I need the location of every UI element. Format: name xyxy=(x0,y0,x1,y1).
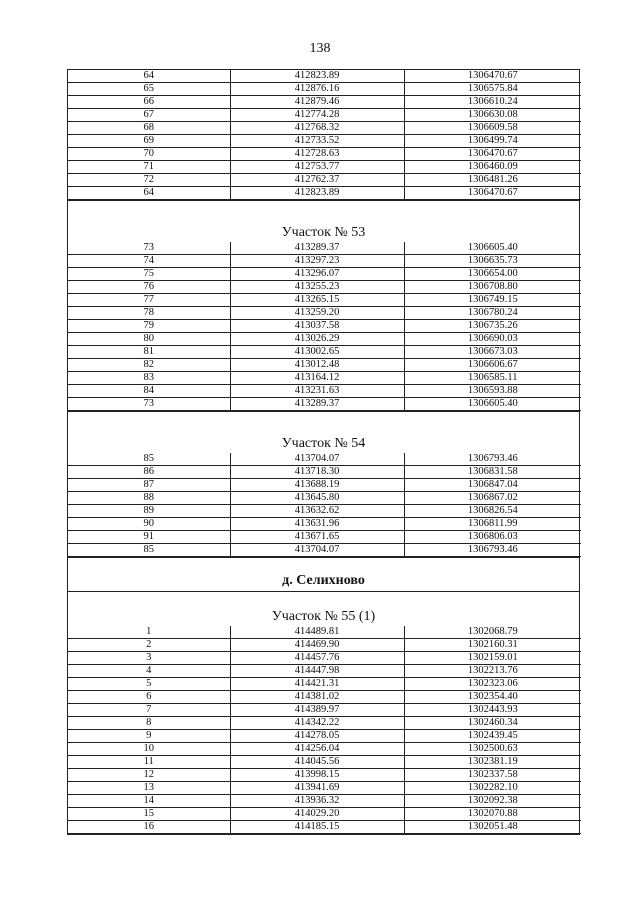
x-coordinate-cell: 413164.12 xyxy=(230,372,404,385)
y-coordinate-cell: 1302051.48 xyxy=(404,821,581,834)
x-coordinate-cell: 413296.07 xyxy=(230,268,404,281)
y-coordinate-cell: 1302323.06 xyxy=(404,678,581,691)
y-coordinate-cell: 1306831.58 xyxy=(404,466,581,479)
x-coordinate-cell: 414278.05 xyxy=(230,730,404,743)
table-row xyxy=(68,453,581,466)
point-number-cell: 2 xyxy=(68,639,230,652)
y-coordinate-cell: 1306847.04 xyxy=(404,479,581,492)
x-coordinate-cell: 413704.07 xyxy=(230,453,404,466)
y-coordinate-cell: 1302068.79 xyxy=(404,626,581,639)
coordinates-table xyxy=(68,453,581,557)
table-row xyxy=(68,466,581,479)
x-coordinate-cell: 413255.23 xyxy=(230,281,404,294)
point-number-cell: 13 xyxy=(68,782,230,795)
y-coordinate-cell: 1302070.88 xyxy=(404,808,581,821)
y-coordinate-cell: 1302160.31 xyxy=(404,639,581,652)
table-row xyxy=(68,398,581,411)
y-coordinate-cell: 1306481.26 xyxy=(404,174,581,187)
point-number-cell: 67 xyxy=(68,109,230,122)
table-row xyxy=(68,492,581,505)
x-coordinate-cell: 413037.58 xyxy=(230,320,404,333)
x-coordinate-cell: 414389.97 xyxy=(230,704,404,717)
y-coordinate-cell: 1302381.19 xyxy=(404,756,581,769)
table-row xyxy=(68,385,581,398)
x-coordinate-cell: 413936.32 xyxy=(230,795,404,808)
point-number-cell: 14 xyxy=(68,795,230,808)
x-coordinate-cell: 414029.20 xyxy=(230,808,404,821)
table-row xyxy=(68,148,581,161)
plot-title: Участок № 55 (1) xyxy=(271,609,376,624)
table-row xyxy=(68,505,581,518)
y-coordinate-cell: 1306460.09 xyxy=(404,161,581,174)
point-number-cell: 85 xyxy=(68,453,230,466)
x-coordinate-cell: 412774.28 xyxy=(230,109,404,122)
x-coordinate-cell: 413998.15 xyxy=(230,769,404,782)
table-row xyxy=(68,665,581,678)
x-coordinate-cell: 414185.15 xyxy=(230,821,404,834)
table-row xyxy=(68,70,581,83)
y-coordinate-cell: 1306806.03 xyxy=(404,531,581,544)
y-coordinate-cell: 1302500.63 xyxy=(404,743,581,756)
point-number-cell: 90 xyxy=(68,518,230,531)
y-coordinate-cell: 1306708.80 xyxy=(404,281,581,294)
table-row xyxy=(68,626,581,639)
table-row xyxy=(68,242,581,255)
table-row xyxy=(68,109,581,122)
coordinates-document xyxy=(67,69,580,835)
y-coordinate-cell: 1306499.74 xyxy=(404,135,581,148)
point-number-cell: 9 xyxy=(68,730,230,743)
point-number-cell: 65 xyxy=(68,83,230,96)
y-coordinate-cell: 1306867.02 xyxy=(404,492,581,505)
point-number-cell: 80 xyxy=(68,333,230,346)
x-coordinate-cell: 413265.15 xyxy=(230,294,404,307)
point-number-cell: 16 xyxy=(68,821,230,834)
y-coordinate-cell: 1306605.40 xyxy=(404,242,581,255)
x-coordinate-cell: 412823.89 xyxy=(230,187,404,200)
point-number-cell: 75 xyxy=(68,268,230,281)
table-row xyxy=(68,821,581,834)
table-row xyxy=(68,174,581,187)
coordinates-table xyxy=(68,626,581,834)
table-row xyxy=(68,255,581,268)
point-number-cell: 78 xyxy=(68,307,230,320)
y-coordinate-cell: 1306470.67 xyxy=(404,187,581,200)
table-row xyxy=(68,372,581,385)
table-row xyxy=(68,544,581,557)
x-coordinate-cell: 413718.30 xyxy=(230,466,404,479)
x-coordinate-cell: 413289.37 xyxy=(230,398,404,411)
y-coordinate-cell: 1306605.40 xyxy=(404,398,581,411)
table-row xyxy=(68,782,581,795)
table-row xyxy=(68,346,581,359)
point-number-cell: 88 xyxy=(68,492,230,505)
y-coordinate-cell: 1306735.26 xyxy=(404,320,581,333)
point-number-cell: 68 xyxy=(68,122,230,135)
y-coordinate-cell: 1302092.38 xyxy=(404,795,581,808)
table-row xyxy=(68,756,581,769)
page-number: 138 xyxy=(309,41,331,56)
point-number-cell: 73 xyxy=(68,242,230,255)
x-coordinate-cell: 412879.46 xyxy=(230,96,404,109)
section-gap xyxy=(68,200,579,225)
point-number-cell: 3 xyxy=(68,652,230,665)
x-coordinate-cell: 414447.98 xyxy=(230,665,404,678)
point-number-cell: 1 xyxy=(68,626,230,639)
table-row xyxy=(68,743,581,756)
y-coordinate-cell: 1306470.67 xyxy=(404,70,581,83)
x-coordinate-cell: 414469.90 xyxy=(230,639,404,652)
point-number-cell: 84 xyxy=(68,385,230,398)
x-coordinate-cell: 413671.65 xyxy=(230,531,404,544)
y-coordinate-cell: 1302460.34 xyxy=(404,717,581,730)
y-coordinate-cell: 1306610.24 xyxy=(404,96,581,109)
table-row xyxy=(68,161,581,174)
point-number-cell: 81 xyxy=(68,346,230,359)
point-number-cell: 4 xyxy=(68,665,230,678)
y-coordinate-cell: 1306811.99 xyxy=(404,518,581,531)
point-number-cell: 89 xyxy=(68,505,230,518)
coordinates-table xyxy=(68,70,581,200)
table-row xyxy=(68,730,581,743)
x-coordinate-cell: 414381.02 xyxy=(230,691,404,704)
table-row xyxy=(68,268,581,281)
y-coordinate-cell: 1306780.24 xyxy=(404,307,581,320)
y-coordinate-cell: 1306609.58 xyxy=(404,122,581,135)
table-row xyxy=(68,281,581,294)
x-coordinate-cell: 414457.76 xyxy=(230,652,404,665)
table-row xyxy=(68,307,581,320)
point-number-cell: 10 xyxy=(68,743,230,756)
y-coordinate-cell: 1302443.93 xyxy=(404,704,581,717)
point-number-cell: 73 xyxy=(68,398,230,411)
x-coordinate-cell: 413012.48 xyxy=(230,359,404,372)
table-row xyxy=(68,359,581,372)
table-row xyxy=(68,691,581,704)
point-number-cell: 82 xyxy=(68,359,230,372)
x-coordinate-cell: 414045.56 xyxy=(230,756,404,769)
section-gap xyxy=(68,411,579,436)
table-row xyxy=(68,333,581,346)
y-coordinate-cell: 1306673.03 xyxy=(404,346,581,359)
point-number-cell: 7 xyxy=(68,704,230,717)
x-coordinate-cell: 414342.22 xyxy=(230,717,404,730)
y-coordinate-cell: 1302439.45 xyxy=(404,730,581,743)
point-number-cell: 64 xyxy=(68,70,230,83)
point-number-cell: 69 xyxy=(68,135,230,148)
table-row xyxy=(68,122,581,135)
y-coordinate-cell: 1306793.46 xyxy=(404,453,581,466)
table-row xyxy=(68,795,581,808)
x-coordinate-cell: 412762.37 xyxy=(230,174,404,187)
y-coordinate-cell: 1306635.73 xyxy=(404,255,581,268)
table-row xyxy=(68,717,581,730)
table-row xyxy=(68,96,581,109)
y-coordinate-cell: 1306585.11 xyxy=(404,372,581,385)
point-number-cell: 72 xyxy=(68,174,230,187)
table-row xyxy=(68,678,581,691)
x-coordinate-cell: 412768.32 xyxy=(230,122,404,135)
x-coordinate-cell: 414256.04 xyxy=(230,743,404,756)
point-number-cell: 79 xyxy=(68,320,230,333)
x-coordinate-cell: 413632.62 xyxy=(230,505,404,518)
x-coordinate-cell: 413631.96 xyxy=(230,518,404,531)
point-number-cell: 15 xyxy=(68,808,230,821)
x-coordinate-cell: 413289.37 xyxy=(230,242,404,255)
point-number-cell: 71 xyxy=(68,161,230,174)
x-coordinate-cell: 413941.69 xyxy=(230,782,404,795)
x-coordinate-cell: 413704.07 xyxy=(230,544,404,557)
village-heading-block xyxy=(68,557,579,591)
point-number-cell: 64 xyxy=(68,187,230,200)
point-number-cell: 12 xyxy=(68,769,230,782)
point-number-cell: 87 xyxy=(68,479,230,492)
x-coordinate-cell: 413688.19 xyxy=(230,479,404,492)
y-coordinate-cell: 1302213.76 xyxy=(404,665,581,678)
x-coordinate-cell: 413002.65 xyxy=(230,346,404,359)
table-row xyxy=(68,518,581,531)
y-coordinate-cell: 1306593.88 xyxy=(404,385,581,398)
table-row xyxy=(68,187,581,200)
table-row xyxy=(68,808,581,821)
x-coordinate-cell: 414489.81 xyxy=(230,626,404,639)
point-number-cell: 83 xyxy=(68,372,230,385)
point-number-cell: 70 xyxy=(68,148,230,161)
point-number-cell: 91 xyxy=(68,531,230,544)
point-number-cell: 74 xyxy=(68,255,230,268)
point-number-cell: 77 xyxy=(68,294,230,307)
y-coordinate-cell: 1306606.67 xyxy=(404,359,581,372)
y-coordinate-cell: 1302282.10 xyxy=(404,782,581,795)
x-coordinate-cell: 412876.16 xyxy=(230,83,404,96)
plot-title: Участок № 54 xyxy=(281,436,366,451)
point-number-cell: 86 xyxy=(68,466,230,479)
table-row xyxy=(68,639,581,652)
x-coordinate-cell: 414421.31 xyxy=(230,678,404,691)
y-coordinate-cell: 1306575.84 xyxy=(404,83,581,96)
y-coordinate-cell: 1302354.40 xyxy=(404,691,581,704)
x-coordinate-cell: 412823.89 xyxy=(230,70,404,83)
table-row xyxy=(68,652,581,665)
table-row xyxy=(68,479,581,492)
point-number-cell: 76 xyxy=(68,281,230,294)
x-coordinate-cell: 413259.20 xyxy=(230,307,404,320)
x-coordinate-cell: 413231.63 xyxy=(230,385,404,398)
point-number-cell: 11 xyxy=(68,756,230,769)
y-coordinate-cell: 1306654.00 xyxy=(404,268,581,281)
coordinates-table xyxy=(68,242,581,411)
table-row xyxy=(68,531,581,544)
y-coordinate-cell: 1306749.15 xyxy=(404,294,581,307)
table-row xyxy=(68,83,581,96)
plot-title: Участок № 53 xyxy=(281,225,366,240)
village-title: д. Селихново xyxy=(282,573,365,588)
point-number-cell: 6 xyxy=(68,691,230,704)
y-coordinate-cell: 1306470.67 xyxy=(404,148,581,161)
y-coordinate-cell: 1306690.03 xyxy=(404,333,581,346)
point-number-cell: 8 xyxy=(68,717,230,730)
table-row xyxy=(68,294,581,307)
y-coordinate-cell: 1306630.08 xyxy=(404,109,581,122)
table-row xyxy=(68,704,581,717)
point-number-cell: 85 xyxy=(68,544,230,557)
table-row xyxy=(68,320,581,333)
y-coordinate-cell: 1306793.46 xyxy=(404,544,581,557)
x-coordinate-cell: 412753.77 xyxy=(230,161,404,174)
y-coordinate-cell: 1306826.54 xyxy=(404,505,581,518)
table-row xyxy=(68,769,581,782)
x-coordinate-cell: 412728.63 xyxy=(230,148,404,161)
x-coordinate-cell: 412733.52 xyxy=(230,135,404,148)
section-gap xyxy=(68,591,579,609)
x-coordinate-cell: 413297.23 xyxy=(230,255,404,268)
y-coordinate-cell: 1302159.01 xyxy=(404,652,581,665)
x-coordinate-cell: 413645.80 xyxy=(230,492,404,505)
point-number-cell: 66 xyxy=(68,96,230,109)
table-row xyxy=(68,135,581,148)
y-coordinate-cell: 1302337.58 xyxy=(404,769,581,782)
point-number-cell: 5 xyxy=(68,678,230,691)
x-coordinate-cell: 413026.29 xyxy=(230,333,404,346)
